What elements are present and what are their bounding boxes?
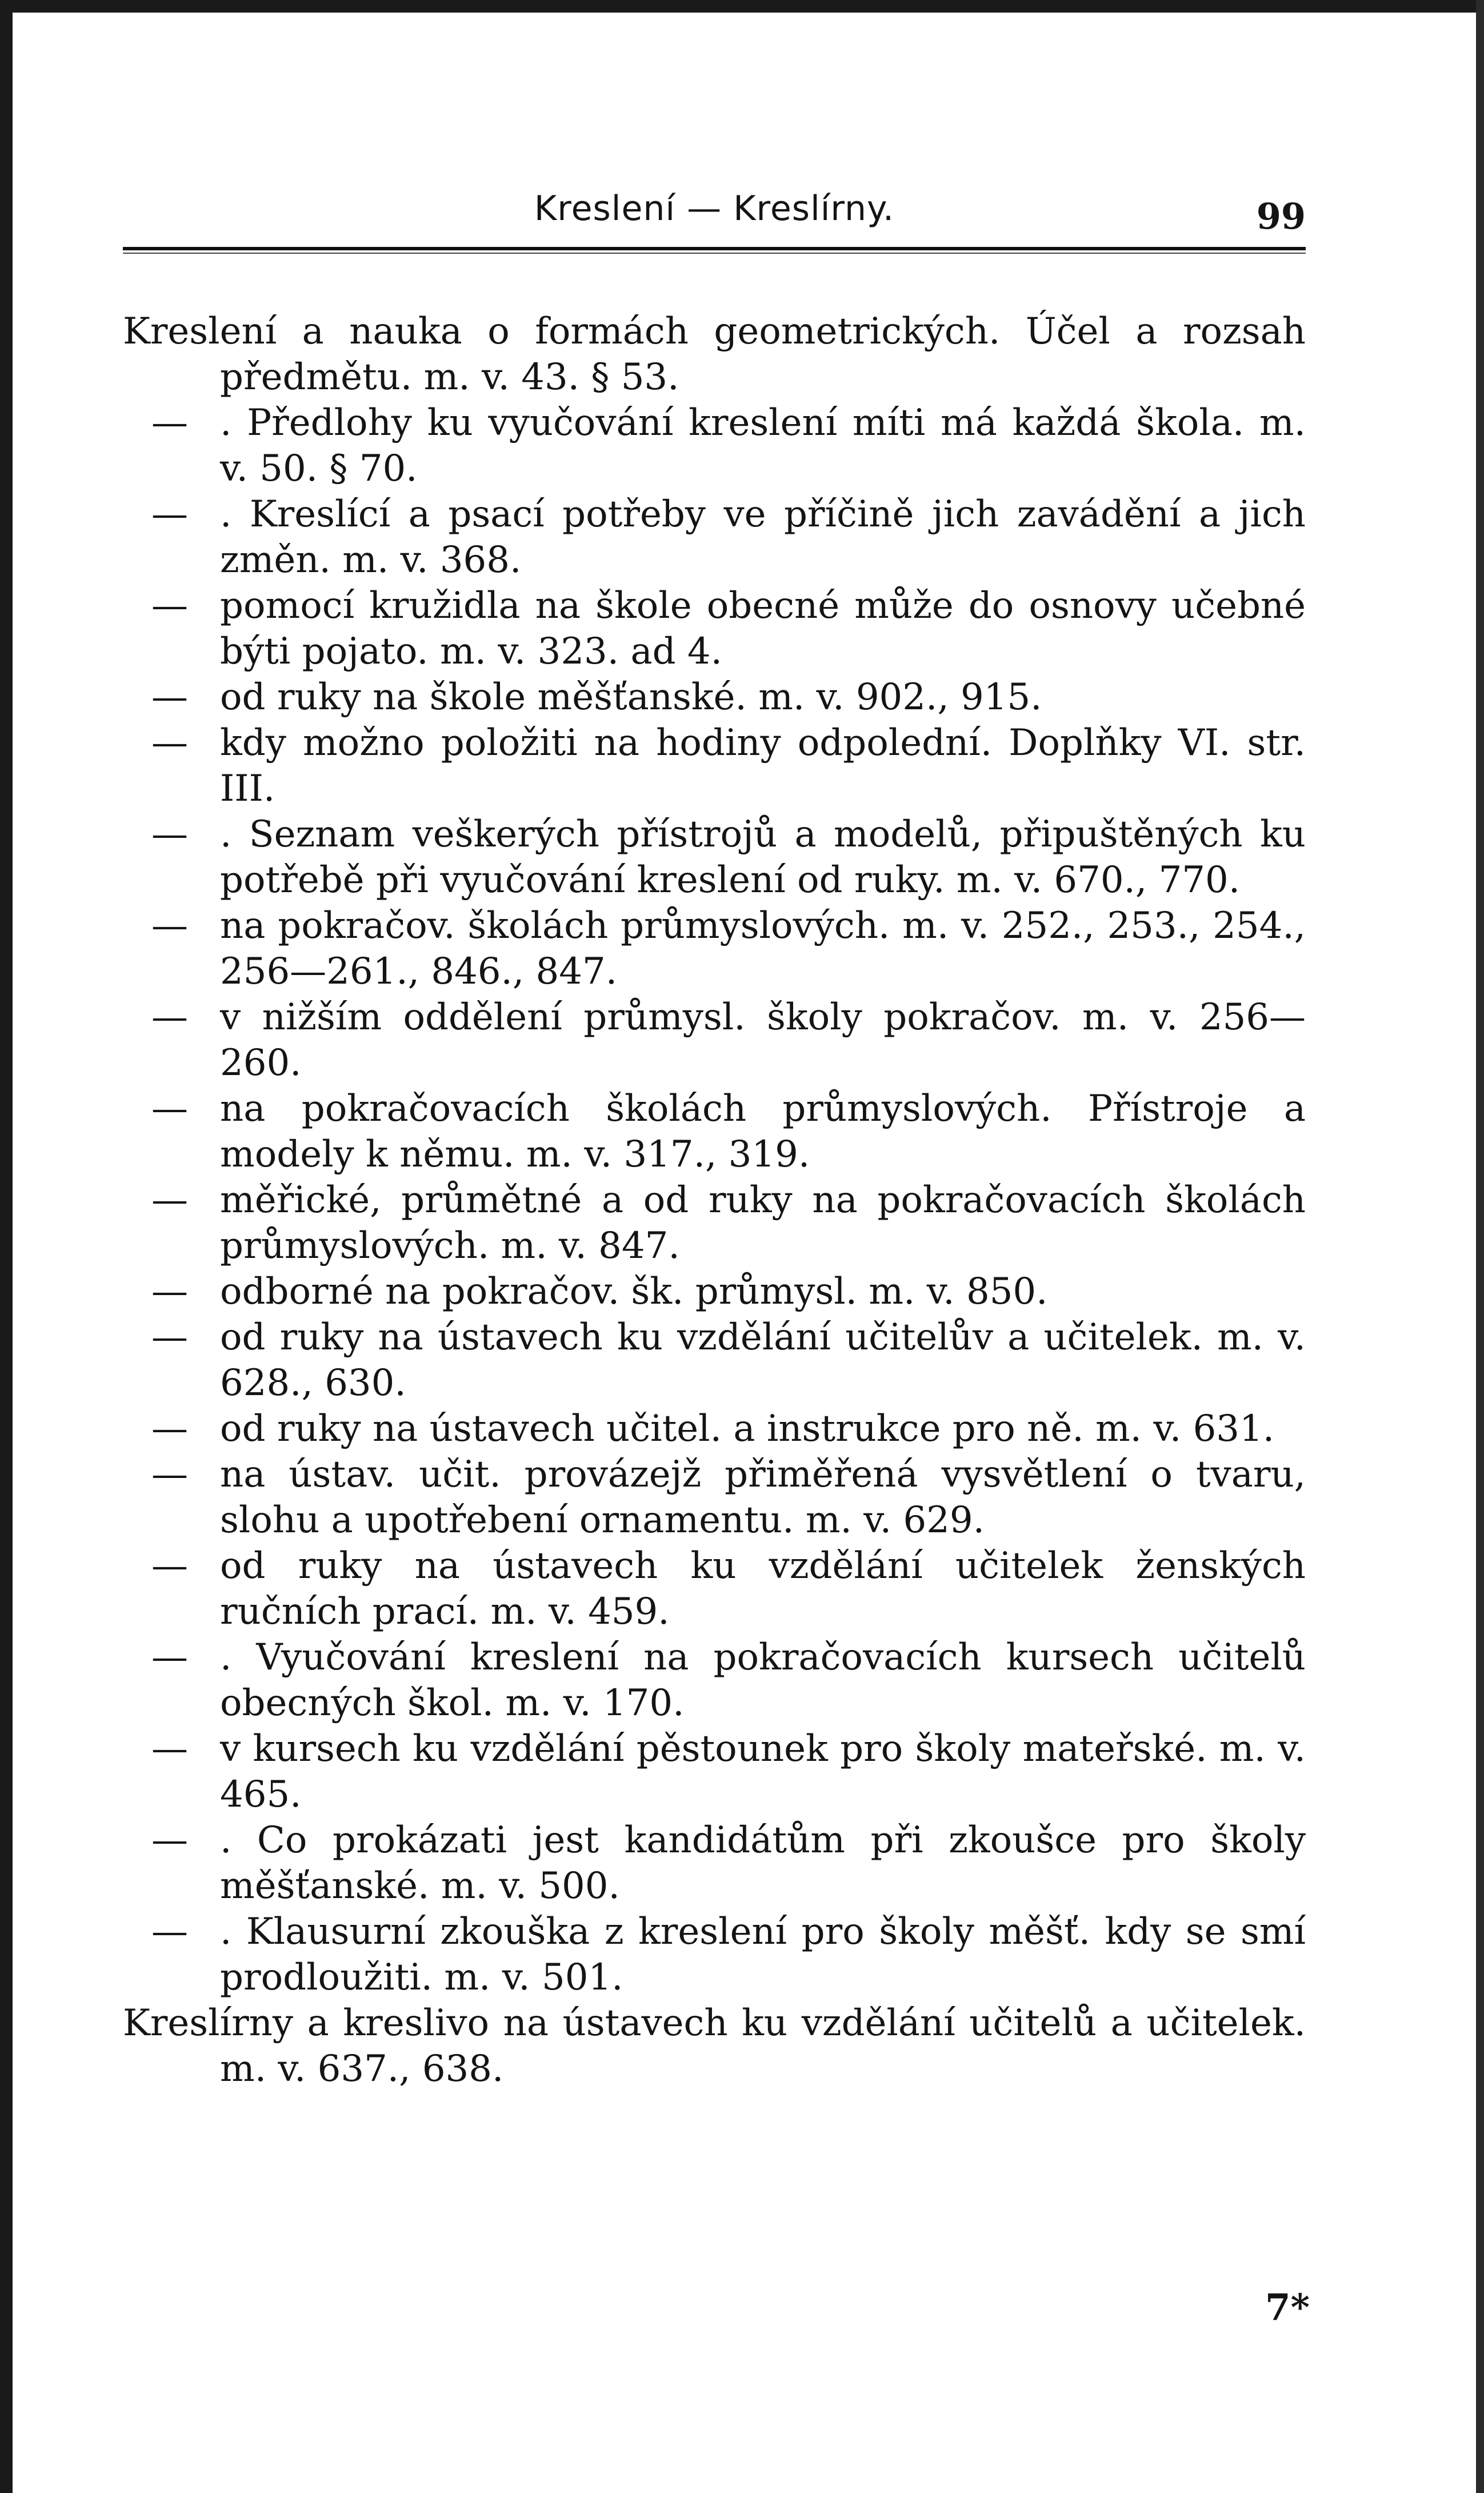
entry-text: na pokračov. školách průmyslových. m. v. 252., 253., 254., 256—261., 846., 847. xyxy=(220,905,1306,993)
dash-mark: — xyxy=(151,1636,188,1679)
index-entry-main xyxy=(123,2000,1306,2092)
dash-mark: — xyxy=(151,402,188,444)
entry-text: Kreslení a nauka o formách geometrických. Účel a rozsah předmětu. m. v. 43. § 53. xyxy=(123,310,1306,398)
dash-mark: — xyxy=(151,1271,188,1313)
entry-text: na ústav. učit. provázejž přiměřená vysvětlení o tvaru, slohu a upotřebení ornamentu. m. v. 629. xyxy=(220,1453,1306,1541)
running-title: Kreslení — Kreslírny. xyxy=(534,189,895,229)
dash-mark: — xyxy=(151,813,188,856)
index-entry-sub xyxy=(123,1726,1306,1817)
index-entry-sub xyxy=(123,492,1306,583)
index-entry-sub xyxy=(123,1269,1306,1315)
dash-mark: — xyxy=(151,493,188,536)
index-entry-sub xyxy=(123,1543,1306,1635)
header-rule-thin xyxy=(123,253,1306,254)
index-entry-sub xyxy=(123,1635,1306,1726)
scan-border-right xyxy=(1476,0,1484,2493)
entry-text: od ruky na škole měšťanské. m. v. 902., 915. xyxy=(220,676,1042,718)
index-entry-sub xyxy=(123,1315,1306,1406)
entry-text: . Předlohy ku vyučování kreslení míti má každá škola. m. v. 50. § 70. xyxy=(220,402,1306,490)
entry-text: pomocí kružidla na škole obecné může do osnovy učebné býti pojato. m. v. 323. ad 4. xyxy=(220,585,1306,673)
dash-mark: — xyxy=(151,1819,188,1861)
index-entries xyxy=(123,309,1306,2092)
index-entry-sub xyxy=(123,1452,1306,1543)
index-entry-sub xyxy=(123,812,1306,903)
index-entry-sub xyxy=(123,1909,1306,2000)
entry-text: odborné na pokračov. šk. průmysl. m. v. 850. xyxy=(220,1271,1048,1313)
entry-text: od ruky na ústavech ku vzdělání učitelek ženských ručních prací. m. v. 459. xyxy=(220,1545,1306,1633)
dash-mark: — xyxy=(151,722,188,764)
index-entry-sub xyxy=(123,1406,1306,1452)
dash-mark: — xyxy=(151,1911,188,1953)
entry-text: měřické, průmětné a od ruky na pokračovacích školách průmyslových. m. v. 847. xyxy=(220,1179,1306,1267)
entry-text: . Klausurní zkouška z kreslení pro školy měšť. kdy se smí prodloužiti. m. v. 501. xyxy=(220,1911,1306,1999)
entry-text: v kursech ku vzdělání pěstounek pro školy mateřské. m. v. 465. xyxy=(220,1728,1306,1816)
dash-mark: — xyxy=(151,676,188,718)
entry-text: od ruky na ústavech učitel. a instrukce pro ně. m. v. 631. xyxy=(220,1408,1275,1450)
index-entry-sub xyxy=(123,994,1306,1086)
entry-text: v nižším oddělení průmysl. školy pokračov. m. v. 256—260. xyxy=(220,996,1306,1084)
entry-text: Kreslírny a kreslivo na ústavech ku vzdělání učitelů a učitelek. m. v. 637., 638. xyxy=(123,2002,1306,2090)
signature-mark: 7* xyxy=(1265,2286,1310,2329)
index-entry-sub xyxy=(123,903,1306,994)
index-entry-sub xyxy=(123,1177,1306,1269)
scan-border-top xyxy=(0,0,1484,13)
dash-mark: — xyxy=(151,905,188,947)
index-entry-sub xyxy=(123,400,1306,492)
entry-text: na pokračovacích školách průmyslových. Přístroje a modely k němu. m. v. 317., 319. xyxy=(220,1088,1306,1176)
entry-text: od ruky na ústavech ku vzdělání učitelův a učitelek. m. v. 628., 630. xyxy=(220,1316,1306,1404)
dash-mark: — xyxy=(151,1453,188,1496)
header-rule xyxy=(123,247,1306,250)
dash-mark: — xyxy=(151,1088,188,1130)
dash-mark: — xyxy=(151,1179,188,1221)
entry-text: . Kreslící a psací potřeby ve příčině jich zavádění a jich změn. m. v. 368. xyxy=(220,493,1306,581)
index-entry-main xyxy=(123,309,1306,400)
index-entry-sub xyxy=(123,1086,1306,1177)
dash-mark: — xyxy=(151,1408,188,1450)
index-entry-sub xyxy=(123,583,1306,674)
entry-text: kdy možno položiti na hodiny odpolední. Doplňky VI. str. III. xyxy=(220,722,1306,810)
index-entry-sub xyxy=(123,674,1306,720)
entry-text: . Co prokázati jest kandidátům při zkoušce pro školy měšťanské. m. v. 500. xyxy=(220,1819,1306,1907)
dash-mark: — xyxy=(151,996,188,1038)
entry-text: . Seznam veškerých přístrojů a modelů, připuštěných ku potřebě při vyučování kreslení od ruky. m. v. 670., 770. xyxy=(220,813,1306,901)
dash-mark: — xyxy=(151,1728,188,1770)
dash-mark: — xyxy=(151,1545,188,1587)
page-number: 99 xyxy=(1256,195,1306,237)
running-header xyxy=(123,189,1306,251)
scan-border-left xyxy=(0,0,13,2493)
dash-mark: — xyxy=(151,585,188,627)
entry-text: . Vyučování kreslení na pokračovacích kursech učitelů obecných škol. m. v. 170. xyxy=(220,1636,1306,1724)
dash-mark: — xyxy=(151,1316,188,1359)
index-entry-sub xyxy=(123,720,1306,812)
index-entry-sub xyxy=(123,1817,1306,1909)
